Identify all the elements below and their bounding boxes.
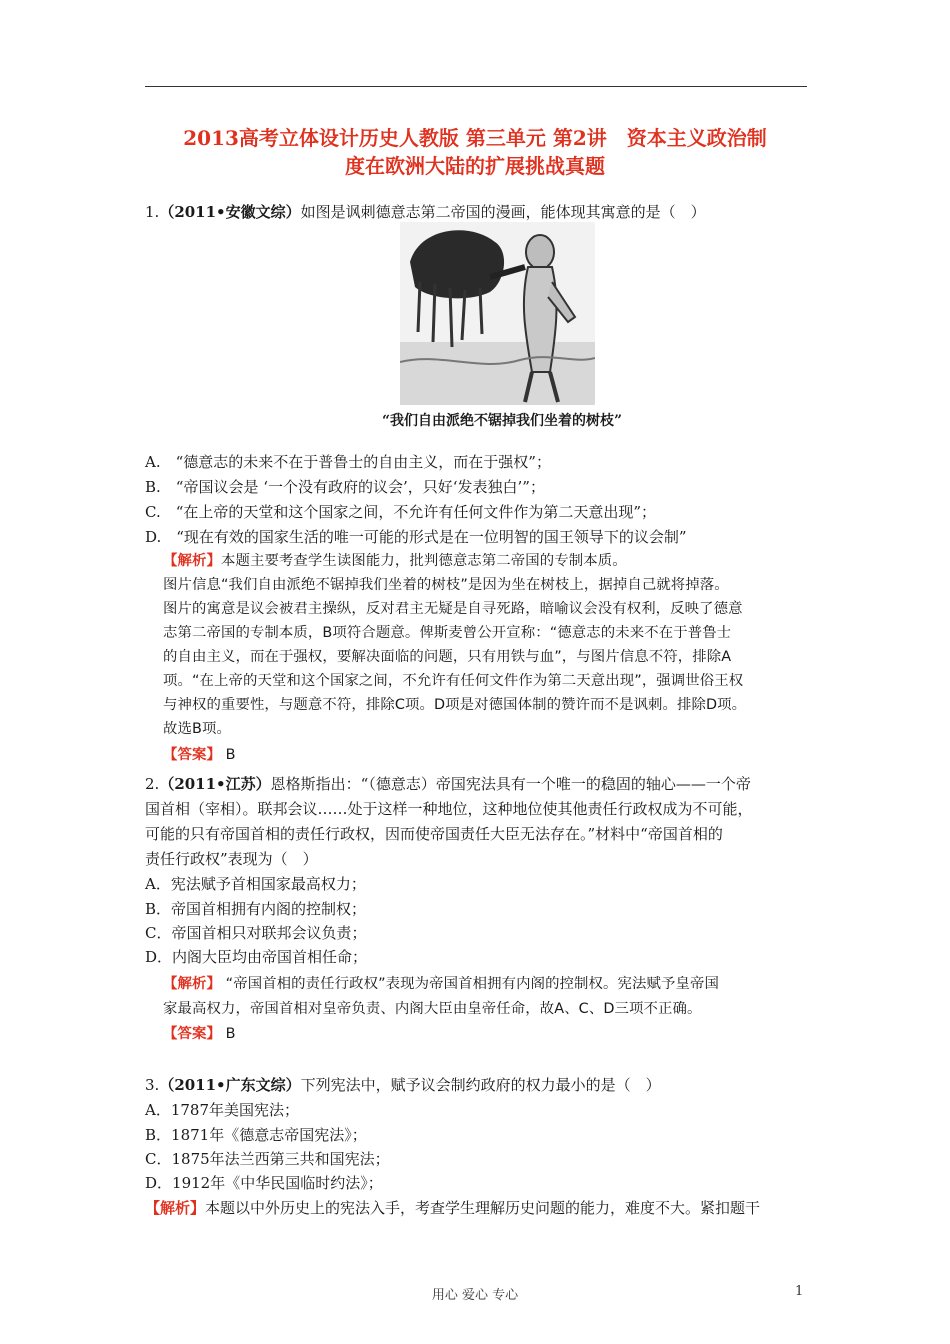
q1-option-b: B. “帝国议会是 ‘一个没有政府的议会’，只好‘发表独白’”； xyxy=(145,478,545,496)
q2-option-c: C．帝国首相只对联邦会议负责； xyxy=(145,924,367,942)
q2-analysis-line-1: 【解析】 “帝国首相的责任行政权”表现为帝国首相拥有内阁的控制权。宪法赋予皇帝国 xyxy=(163,976,719,992)
q3-option-a: A．1787年美国宪法； xyxy=(145,1101,300,1119)
q3-option-d: D．1912年《中华民国临时约法》； xyxy=(145,1174,383,1192)
q3-option-b: B．1871年《德意志帝国宪法》； xyxy=(145,1126,367,1144)
q1-option-c: C. “在上帝的天堂和这个国家之间，不允许有任何文件作为第二天意出现”； xyxy=(145,503,657,521)
q1-answer-tag: 【答案】 xyxy=(163,747,221,763)
page-footer: 用心 爱心 专心 xyxy=(431,1288,519,1303)
q2-stem-line-2: 国首相（宰相）。联邦会议……处于这样一种地位，这种地位使其他责任行政权成为不可能， xyxy=(145,800,753,818)
q1-answer: 【答案】 B xyxy=(163,747,236,763)
page-number: 1 xyxy=(795,1284,804,1299)
q3-analysis-tag: 【解析】 xyxy=(145,1199,206,1217)
q1-analysis-line-6: 项。“在上帝的天堂和这个国家之间，不允许有任何文件作为第二天意出现”，强调世俗王权 xyxy=(163,673,744,689)
header-rule xyxy=(145,86,807,87)
cartoon-figure xyxy=(400,222,595,405)
q2-stem-line-3: 可能的只有帝国首相的责任行政权，因而使帝国责任大臣无法存在。”材料中“帝国首相的 xyxy=(145,825,723,843)
q2-option-d: D．内阁大臣均由帝国首相任命； xyxy=(145,948,368,966)
q1-analysis-line-4: 志第二帝国的专制本质，B项符合题意。俾斯麦曾公开宣称：“德意志的未来不在于普鲁士 xyxy=(163,625,732,641)
q1-stem: 1.（2011•安徽文综）如图是讽刺德意志第二帝国的漫画，能体现其寓意的是（ ） xyxy=(145,203,706,221)
q3-option-c: C．1875年法兰西第三共和国宪法； xyxy=(145,1150,390,1168)
q3-analysis: 【解析】本题以中外历史上的宪法入手，考查学生理解历史问题的能力，难度不大。紧扣题干 xyxy=(145,1199,761,1217)
cartoon-image xyxy=(400,222,595,405)
page-title xyxy=(130,124,820,180)
title-line-2: 度在欧洲大陆的扩展挑战真题 xyxy=(345,154,605,178)
q1-option-a: A. “德意志的未来不在于普鲁士的自由主义，而在于强权”； xyxy=(145,453,551,471)
q1-option-d: D. “现在有效的国家生活的唯一可能的形式是在一位明智的国王领导下的议会制” xyxy=(145,528,687,546)
title-line-1: 2013高考立体设计历史人教版 第三单元 第2讲 资本主义政治制 xyxy=(183,126,767,150)
q3-stem: 3.（2011•广东文综）下列宪法中，赋予议会制约政府的权力最小的是（ ） xyxy=(145,1076,661,1094)
q1-analysis-line-1: 【解析】本题主要考查学生读图能力，批判德意志第二帝国的专制本质。 xyxy=(163,553,627,569)
q2-stem-line-4: 责任行政权”表现为（ ） xyxy=(145,850,318,868)
q1-analysis-line-5: 的自由主义，而在于强权，要解决面临的问题，只有用铁与血”，与图片信息不符，排除A xyxy=(163,649,732,665)
q1-analysis-line-7: 与神权的重要性，与题意不符，排除C项。D项是对德国体制的赞许而不是讽刺。排除D项。 xyxy=(163,697,747,713)
q2-answer: 【答案】 B xyxy=(163,1026,236,1042)
q1-analysis-line-2: 图片信息“我们自由派绝不锯掉我们坐着的树枝”是因为坐在树枝上，据掉自己就将掉落。 xyxy=(163,577,729,593)
q1-analysis-tag: 【解析】 xyxy=(163,553,221,569)
q2-option-a: A．宪法赋予首相国家最高权力； xyxy=(145,875,366,893)
q2-analysis-tag: 【解析】 xyxy=(163,976,221,992)
q2-analysis-line-2: 家最高权力，帝国首相对皇帝负责、内阁大臣由皇帝任命，故A、C、D三项不正确。 xyxy=(163,1001,702,1017)
q2-answer-tag: 【答案】 xyxy=(163,1026,221,1042)
q1-analysis-line-3: 图片的寓意是议会被君主操纵，反对君主无疑是自寻死路，暗喻议会没有权利，反映了德意 xyxy=(163,601,743,617)
q2-stem-line-1: 2.（2011•江苏）恩格斯指出：“（德意志）帝国宪法具有一个唯一的稳固的轴心——一个帝 xyxy=(145,775,751,793)
cartoon-caption: “我们自由派绝不锯掉我们坐着的树枝” xyxy=(382,413,623,429)
q1-analysis-line-8: 故选B项。 xyxy=(163,721,231,737)
q2-option-b: B．帝国首相拥有内阁的控制权； xyxy=(145,900,367,918)
